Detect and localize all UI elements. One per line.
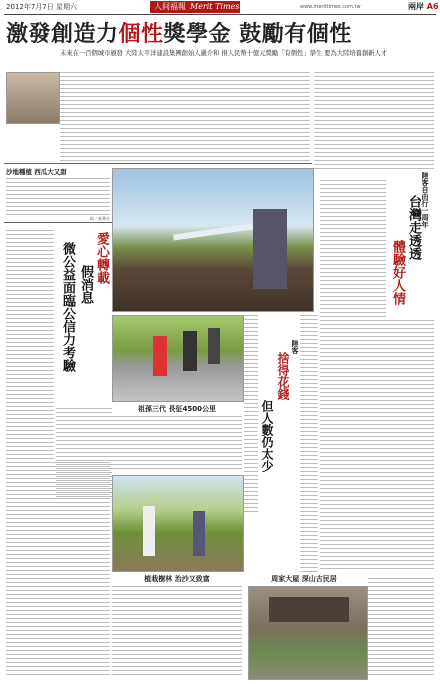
right-top-text [314, 72, 434, 172]
forest-caption: 植栽樹林 治沙又致富 [144, 575, 210, 583]
person-1 [143, 506, 155, 556]
house-photo [248, 586, 368, 680]
mid-article-text-2 [300, 315, 318, 575]
logo-text: 人间福報 [154, 2, 186, 11]
irrigation-photo [112, 168, 314, 312]
charity-headline-3: 微公益面臨公信力考驗 [60, 242, 75, 372]
right-headline-1: 台灣走透透 [406, 195, 421, 260]
cyclist-1 [153, 336, 167, 376]
right-article-text [320, 180, 386, 320]
sand-article-text [6, 178, 110, 216]
person-2 [193, 511, 205, 556]
cycling-caption: 祖孫三代 長征4500公里 [138, 405, 216, 413]
headline-part2: 個性 [118, 21, 164, 47]
headline [6, 17, 434, 48]
water-spray [173, 223, 253, 240]
section-name: 兩岸 [408, 2, 424, 11]
mid-article-text [244, 315, 258, 515]
right-article-text-2 [320, 320, 434, 570]
forest-photo [112, 475, 244, 572]
cyclist-2 [183, 331, 197, 371]
subheadline: 未來在一百個城市頒發 大陸太平洋建設集團創始人嚴介和 捐人民幣十億元獎勵「有個性」學生 要為大陸培養創新人才 [60, 50, 388, 57]
top-rule [4, 14, 436, 15]
house-caption: 周家大屋 深山古民居 [271, 575, 337, 583]
sand-article-title: 沙地種植 西瓜大又甜 [6, 168, 67, 176]
section-label [408, 1, 439, 12]
cyclist-3 [208, 328, 220, 364]
mid-kicker: 陸客 [291, 340, 300, 354]
sand-credit: 綜／新華社 [90, 216, 110, 221]
right-kicker: 陸客自由行一周年 [421, 172, 430, 228]
headline-part1: 激發創造力 [6, 21, 119, 47]
students-photo [6, 72, 60, 124]
charity-headline-1: 愛心轉載 [94, 232, 109, 284]
charity-article-text [6, 230, 54, 460]
cycling-photo [112, 315, 244, 402]
date: 2012年7月7日 星期六 [6, 3, 77, 11]
mid-headline-1: 捨得花錢 [276, 352, 290, 400]
mid-headline-2: 但人數仍太少 [260, 400, 274, 472]
logo-en: Merit Times [190, 2, 240, 11]
forest-article-text [112, 586, 242, 678]
cycling-article-text [112, 416, 242, 471]
charity-headline-2: 假消息 [78, 265, 93, 304]
house-article-text [368, 578, 434, 678]
logo [150, 1, 240, 13]
right-headline-2: 體驗好人情 [390, 240, 405, 305]
headline-part3: 獎學金 鼓勵有個性 [163, 21, 352, 47]
lead-article-text [60, 72, 310, 162]
house-roof [269, 597, 349, 622]
bottom-left-text [6, 462, 110, 678]
left-rule [4, 222, 112, 223]
page-number: A6 [426, 2, 439, 11]
lead-rule [4, 163, 312, 164]
farmer-figure [253, 209, 287, 289]
site-url: www.merittimes.com.tw [300, 4, 361, 10]
